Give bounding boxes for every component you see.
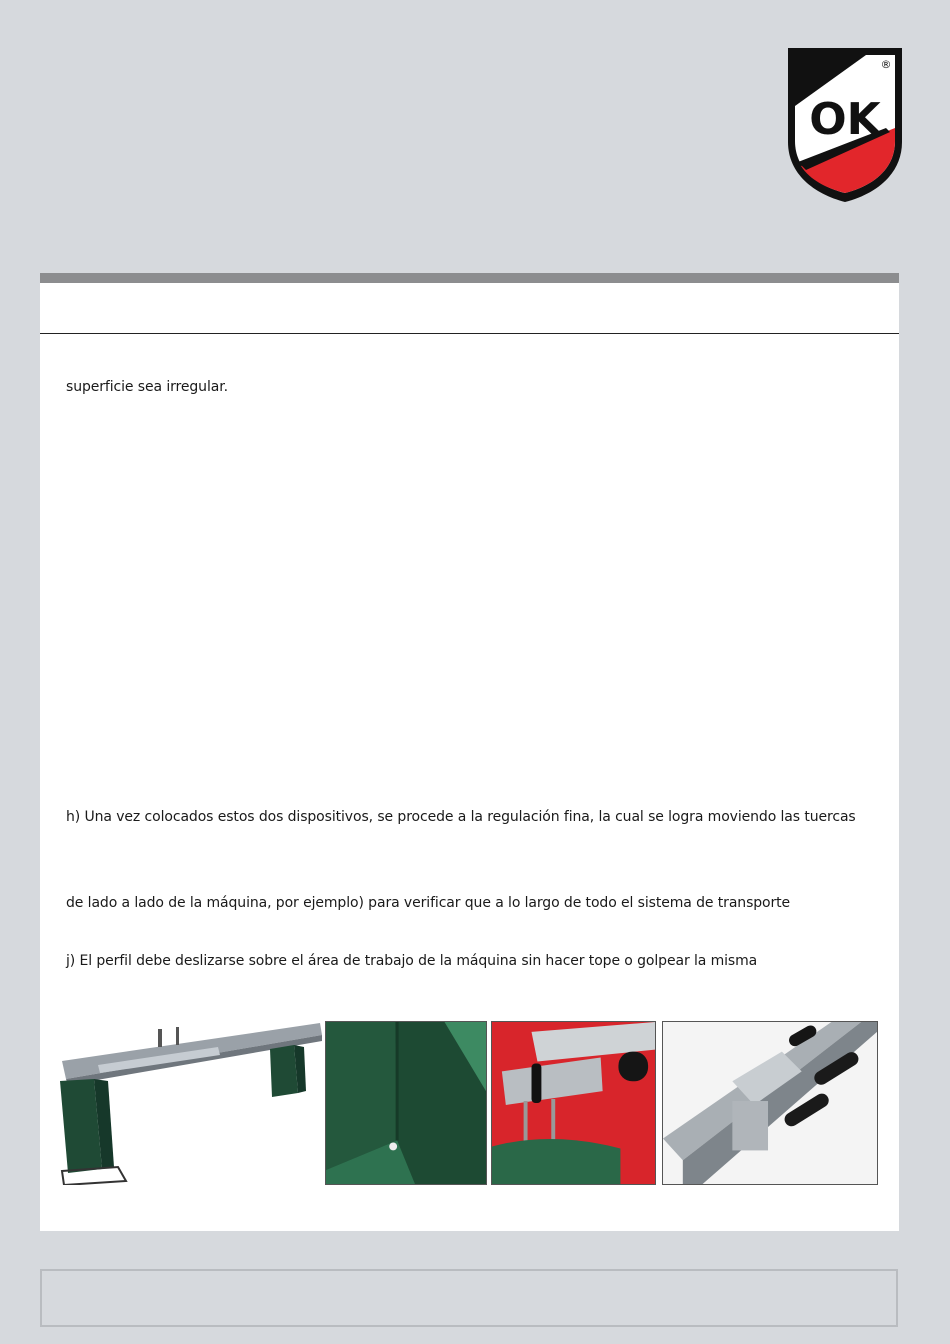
paragraph-j: j) El perfil debe deslizarse sobre el área de trabajo de la máquina sin hacer tope o golpear la misma [66, 953, 758, 969]
conveyor-photo-icon [58, 1021, 324, 1185]
header-bar [40, 273, 899, 283]
content-panel [40, 283, 899, 1231]
ok-logo [786, 46, 904, 204]
leg-photo-icon [325, 1021, 487, 1185]
footer-box [40, 1269, 898, 1327]
logo-registered: ® [880, 58, 892, 71]
header-divider [40, 333, 899, 334]
paragraph-h: h) Una vez colocados estos dos dispositivos, se procede a la regulación fina, la cual se logra moviendo las tuercas [66, 809, 856, 825]
paragraph-surface: superficie sea irregular. [66, 379, 228, 395]
roller-photo-icon [491, 1021, 656, 1185]
paragraph-continuation: de lado a lado de la máquina, por ejemplo) para verificar que a lo largo de todo el sistema de transporte [66, 895, 791, 911]
logo-text: OK [809, 94, 881, 145]
rail-photo-icon [662, 1021, 878, 1185]
